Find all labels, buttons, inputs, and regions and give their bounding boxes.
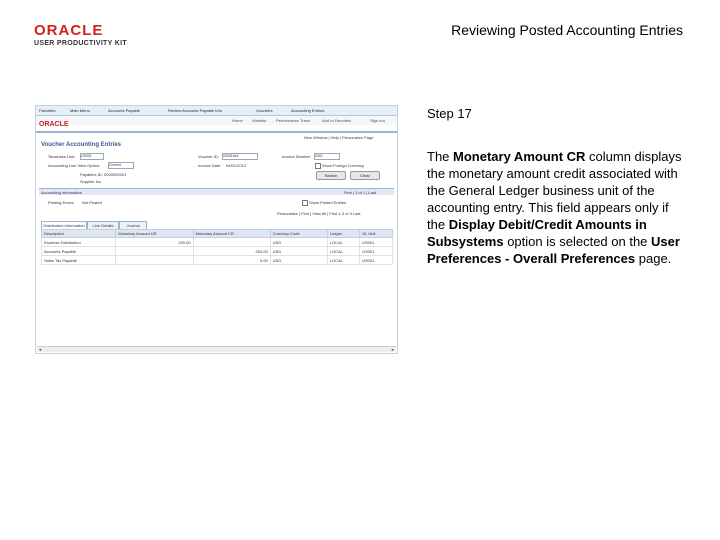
header-separator [36, 131, 397, 133]
accounting-line-label: Accounting Line View Option: [48, 163, 101, 168]
nav-main-menu[interactable]: Main Menu [70, 108, 90, 113]
cell-amount-cr [193, 238, 270, 247]
desc-text-4: page. [635, 251, 672, 266]
col-currency-code[interactable]: Currency Code [270, 230, 327, 238]
cell-description: Accounts Payable [42, 247, 116, 256]
desc-text-1: The [427, 149, 454, 164]
accounting-info-nav[interactable]: First | 1 of 1 | Last [344, 190, 376, 195]
accounting-entries-table [41, 229, 393, 265]
accounting-info-bar [39, 188, 394, 195]
col-gl-unit[interactable]: GL Unit [360, 230, 393, 238]
table-row [42, 256, 393, 265]
scroll-right-icon[interactable]: ► [391, 347, 395, 352]
oracle-logo [34, 24, 154, 47]
show-foreign-checkbox[interactable] [315, 163, 321, 169]
invoice-number-label: Invoice Number: [282, 154, 312, 159]
cell-ledger: LOCAL [327, 238, 359, 247]
logo-wordmark: ORACLE [34, 22, 104, 39]
nav-accounting-entries[interactable]: Accounting Entries [291, 108, 325, 113]
mini-oracle-logo: ORACLE [39, 121, 69, 128]
link-add-favorites[interactable]: Add to Favorites [322, 118, 352, 123]
desc-bold-2: Display Debit/Credit Amounts in Subsystems [427, 217, 647, 249]
invoice-date-value: 04/01/2012 [226, 163, 247, 168]
desc-text-2: column displays the monetary amount credit associated with the General Ledger business unit of the accounting entry. This field appears only if the [427, 149, 682, 232]
table-row [42, 238, 393, 247]
tab-distribution-info[interactable]: Distribution Information [41, 221, 87, 230]
scroll-left-icon[interactable]: ◄ [38, 347, 42, 352]
new-window-links[interactable]: New Window | Help | Personalize Page [304, 135, 374, 140]
step-label: Step 17 [427, 106, 472, 121]
table-row [42, 247, 393, 256]
top-nav [36, 106, 397, 116]
col-ledger[interactable]: Ledger [327, 230, 359, 238]
cell-currency: USD [270, 238, 327, 247]
accounting-line-select[interactable]: Current [108, 162, 134, 169]
link-performance-trace[interactable]: Performance Trace [276, 118, 311, 123]
sub-nav [36, 116, 397, 125]
step-description [427, 148, 689, 267]
business-unit-field[interactable]: US001 [80, 153, 104, 160]
cell-gl-unit: US001 [360, 247, 393, 256]
business-unit-label: *Business Unit: [48, 154, 76, 159]
invoice-number-field[interactable]: 0001 [314, 153, 340, 160]
cell-ledger: LOCAL [327, 256, 359, 265]
cell-amount-cr: 200.00 [193, 247, 270, 256]
logo-tagline: USER PRODUCTIVITY KIT [34, 40, 127, 47]
voucher-id-label: Voucher ID: [198, 154, 219, 159]
tab-journal[interactable]: Journal [119, 221, 147, 230]
cell-gl-unit: US001 [360, 238, 393, 247]
desc-bold-3: User Preferences - Overall Preferences [427, 234, 680, 266]
col-monetary-amount-dr[interactable]: Monetary Amount DR [116, 230, 193, 238]
nav-vouchers[interactable]: Vouchers [256, 108, 273, 113]
payables-id-label: Payables ID: [80, 172, 103, 177]
cell-gl-unit: US001 [360, 256, 393, 265]
supplier-name: Supplier Inc [80, 179, 102, 184]
horizontal-scrollbar[interactable] [37, 346, 396, 352]
cell-amount-cr: 0.00 [193, 256, 270, 265]
voucher-id-field[interactable]: 00001644 [222, 153, 258, 160]
cell-amount-dr [116, 256, 193, 265]
table-header-row [42, 230, 393, 238]
slide-title: Reviewing Posted Accounting Entries [451, 22, 683, 38]
posting-errors-value: Not Posted [82, 200, 102, 205]
show-posted-checkbox[interactable] [302, 200, 308, 206]
col-monetary-amount-cr[interactable]: Monetary Amount CR [193, 230, 270, 238]
link-sign-out[interactable]: Sign out [370, 118, 385, 123]
page-title: Voucher Accounting Entries [41, 142, 122, 148]
link-home[interactable]: Home [232, 118, 243, 123]
show-posted-label: Show Posted Entries [309, 200, 347, 205]
tab-line-details[interactable]: Line Details [87, 221, 119, 230]
col-description[interactable]: Description [42, 230, 116, 238]
posting-errors-label: Posting Errors: [48, 200, 75, 205]
payables-id-value: 0000000001 [104, 172, 127, 177]
desc-text-3: option is selected on the [503, 234, 652, 249]
link-worklist[interactable]: Worklist [252, 118, 267, 123]
cell-description: Sales Tax Payable [42, 256, 116, 265]
search-button[interactable]: Search [316, 171, 346, 180]
cell-currency: USD [270, 256, 327, 265]
grid-toolbar [39, 210, 394, 216]
accounting-info-title: Accounting Information [41, 190, 82, 195]
nav-favorites[interactable]: Favorites [39, 108, 56, 113]
nav-accounts-payable[interactable]: Accounts Payable [108, 108, 141, 113]
peoplesoft-screenshot [35, 105, 398, 354]
cell-currency: USD [270, 247, 327, 256]
cell-amount-dr: 200.00 [116, 238, 193, 247]
cell-amount-dr [116, 247, 193, 256]
desc-bold-1: Monetary Amount CR [453, 149, 586, 164]
cell-ledger: LOCAL [327, 247, 359, 256]
grid-nav[interactable]: Personalize | Find | View All | First 1-3 of 3 Last [277, 211, 361, 216]
cell-description: Expense Distribution [42, 238, 116, 247]
nav-review-ap-info[interactable]: Review Accounts Payable Info [168, 108, 222, 113]
clear-button[interactable]: Clear [350, 171, 380, 180]
show-foreign-label: Show Foreign Currency [322, 163, 365, 168]
invoice-date-label: Invoice Date: [198, 163, 222, 168]
